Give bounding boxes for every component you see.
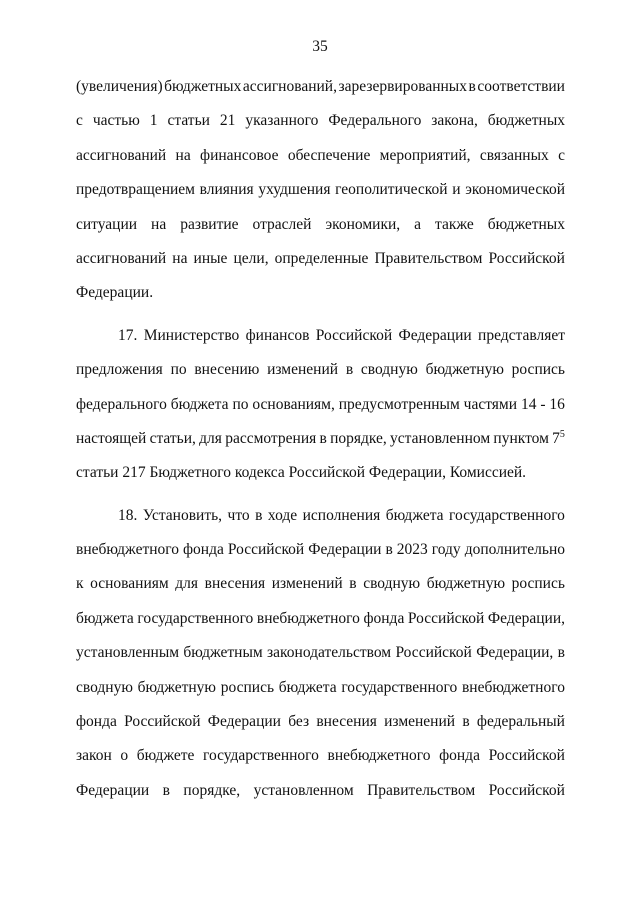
word: ассигнований xyxy=(76,146,167,164)
word: закона, xyxy=(431,112,478,130)
word: представляет xyxy=(478,326,565,344)
word: изменений xyxy=(271,575,343,593)
word: бюджетную xyxy=(425,361,504,379)
word: государственного xyxy=(202,747,319,765)
text-line xyxy=(76,173,565,207)
word: определенные xyxy=(274,249,369,267)
word: на xyxy=(175,146,191,164)
word: 17. xyxy=(118,326,138,344)
text-line xyxy=(76,705,565,739)
word: бюджете xyxy=(136,747,195,765)
word: ухудшения xyxy=(258,181,331,199)
text-line xyxy=(76,774,565,808)
word: в xyxy=(349,575,357,593)
paragraph-18 xyxy=(76,499,565,809)
text-line xyxy=(76,139,565,173)
word: в xyxy=(255,506,263,524)
word: $7^5$ xyxy=(552,428,565,447)
word: исполнения xyxy=(302,506,381,524)
word: для xyxy=(199,429,222,447)
word: связанных xyxy=(479,146,549,164)
word: мероприятий, xyxy=(379,146,471,164)
word: бюджетных xyxy=(164,78,242,95)
word: 14 xyxy=(520,395,537,413)
text-line xyxy=(76,636,565,670)
word: бюджетную xyxy=(137,678,217,696)
word: фонда xyxy=(439,747,480,765)
word: сводную xyxy=(363,575,421,593)
word: с xyxy=(76,112,83,130)
word: финансовое xyxy=(200,146,279,164)
word: отраслей xyxy=(252,215,312,233)
text-line xyxy=(76,671,565,705)
word: без xyxy=(288,713,310,731)
word: на xyxy=(151,215,167,233)
word: в xyxy=(345,361,354,379)
word: фонда xyxy=(76,713,117,731)
word: экономической xyxy=(465,181,565,199)
word: Установить, xyxy=(142,506,223,524)
superscript: 5 xyxy=(559,428,565,440)
word: 18. xyxy=(118,506,138,524)
paragraph-17 xyxy=(76,319,565,491)
word: порядке, xyxy=(183,781,241,799)
text-line xyxy=(76,499,565,533)
word: изменений xyxy=(384,713,456,731)
word: предусмотренным xyxy=(338,395,460,413)
word: что xyxy=(227,506,250,524)
text-line xyxy=(76,388,565,422)
word: также xyxy=(435,215,474,233)
word: дополнительно xyxy=(464,541,565,559)
word: Федерации xyxy=(308,541,382,559)
word: бюджета xyxy=(170,395,229,413)
word: геополитической xyxy=(335,181,448,199)
word: основаниям xyxy=(90,575,169,593)
word: законодательством xyxy=(267,644,392,662)
word: цели, xyxy=(233,249,269,267)
word: установленном xyxy=(390,429,491,447)
word: сводную xyxy=(360,361,418,379)
word: (увеличения) xyxy=(76,78,163,95)
word: фонда xyxy=(182,541,224,559)
word: Российской xyxy=(407,609,485,627)
word: 1 xyxy=(149,112,158,130)
word: установленном xyxy=(253,781,354,799)
word: Министерство xyxy=(143,326,240,344)
word: фонда xyxy=(363,609,405,627)
text-line xyxy=(76,602,565,636)
page-number: 35 xyxy=(312,38,328,55)
word: в xyxy=(319,429,327,447)
word: зарезервированных xyxy=(338,78,467,95)
word: 16 xyxy=(549,395,565,413)
word: ассигнований, xyxy=(242,78,337,95)
text-line xyxy=(76,242,565,276)
word: Федерального xyxy=(328,112,422,130)
word: Федерации xyxy=(76,781,150,799)
text-line-with-superscript xyxy=(76,422,565,456)
word: статьи xyxy=(167,112,210,130)
word: федеральный xyxy=(476,713,565,731)
word: развитие xyxy=(180,215,239,233)
word: финансов xyxy=(245,326,310,344)
word: Российской xyxy=(395,644,472,662)
word: ситуации xyxy=(76,215,138,233)
word: бюджетных xyxy=(487,112,565,130)
word: для xyxy=(175,575,199,593)
word: частью xyxy=(92,112,140,130)
paragraph-1 xyxy=(76,70,565,311)
word: 2023 xyxy=(396,541,428,559)
text-line xyxy=(76,567,565,601)
word: рассмотрения xyxy=(225,429,317,447)
word: в xyxy=(385,541,393,559)
text-line: статьи 217 Бюджетного кодекса Российской Федерации, Комиссией. xyxy=(76,464,527,482)
word: бюджетных xyxy=(487,215,565,233)
word: о xyxy=(120,747,129,765)
word: к xyxy=(76,575,84,593)
word: закон xyxy=(76,747,112,765)
word: ходе xyxy=(267,506,298,524)
word: в xyxy=(162,781,170,799)
word: порядке, xyxy=(330,429,387,447)
text-line: Федерации. xyxy=(76,284,154,302)
word: 21 xyxy=(219,112,236,130)
word: статьи, xyxy=(149,429,196,447)
word: роспись xyxy=(511,361,565,379)
word: Российской xyxy=(488,781,565,799)
word: и xyxy=(452,181,461,199)
word: внебюджетного xyxy=(461,678,565,696)
document-body xyxy=(76,70,565,808)
word: влияния xyxy=(199,181,254,199)
word: - xyxy=(540,395,546,413)
word: на xyxy=(172,249,188,267)
word: государственного xyxy=(137,609,254,627)
word: бюджетную xyxy=(426,575,506,593)
word: бюджета xyxy=(278,678,337,696)
word: внебюджетного xyxy=(327,747,431,765)
word: по xyxy=(232,395,249,413)
word: настоящей xyxy=(76,429,147,447)
word: пунктом xyxy=(493,429,549,447)
word: указанного xyxy=(245,112,319,130)
word: основаниям, xyxy=(252,395,335,413)
word: установленным xyxy=(76,644,180,662)
word: Федерации xyxy=(207,713,281,731)
word: с xyxy=(558,146,565,164)
word: внебюджетного xyxy=(76,541,179,559)
word: иные xyxy=(193,249,228,267)
word: частями xyxy=(463,395,518,413)
word: внесения xyxy=(316,713,377,731)
text-line xyxy=(76,104,565,138)
word: внесению xyxy=(194,361,260,379)
word: роспись xyxy=(220,678,275,696)
word: ассигнований xyxy=(76,249,167,267)
word: Российской xyxy=(488,747,565,765)
word: Правительством xyxy=(367,781,476,799)
word: Федерации, xyxy=(476,644,554,662)
word: внесения xyxy=(204,575,266,593)
word: в xyxy=(462,713,470,731)
text-line xyxy=(76,208,565,242)
word: бюджетным xyxy=(183,644,263,662)
text-line xyxy=(76,739,565,773)
word: в xyxy=(468,78,476,95)
word: государственного xyxy=(341,678,458,696)
text-line xyxy=(76,353,565,387)
word: сводную xyxy=(76,678,133,696)
word: государственного xyxy=(449,506,565,524)
text-line xyxy=(76,533,565,567)
word: году xyxy=(431,541,461,559)
word: по xyxy=(170,361,187,379)
word: обеспечение xyxy=(287,146,371,164)
word: бюджета xyxy=(385,506,444,524)
word: Правительством xyxy=(374,249,483,267)
word: экономики, xyxy=(325,215,401,233)
word: Федерации xyxy=(398,326,472,344)
word: предложения xyxy=(76,361,163,379)
word: внебюджетного xyxy=(256,609,360,627)
word: Российской xyxy=(488,249,565,267)
word: роспись xyxy=(511,575,565,593)
word: Федерации, xyxy=(487,609,565,627)
word: бюджета xyxy=(76,609,134,627)
word: Российской xyxy=(124,713,201,731)
word: предотвращением xyxy=(76,181,195,199)
word: в xyxy=(557,644,565,662)
text-line xyxy=(76,319,565,353)
word: соответствии xyxy=(477,78,565,95)
word: Российской xyxy=(315,326,393,344)
word: Российской xyxy=(227,541,305,559)
word: изменений xyxy=(267,361,339,379)
word: федерального xyxy=(76,395,167,413)
word: а xyxy=(414,215,422,233)
text-line xyxy=(76,70,565,104)
